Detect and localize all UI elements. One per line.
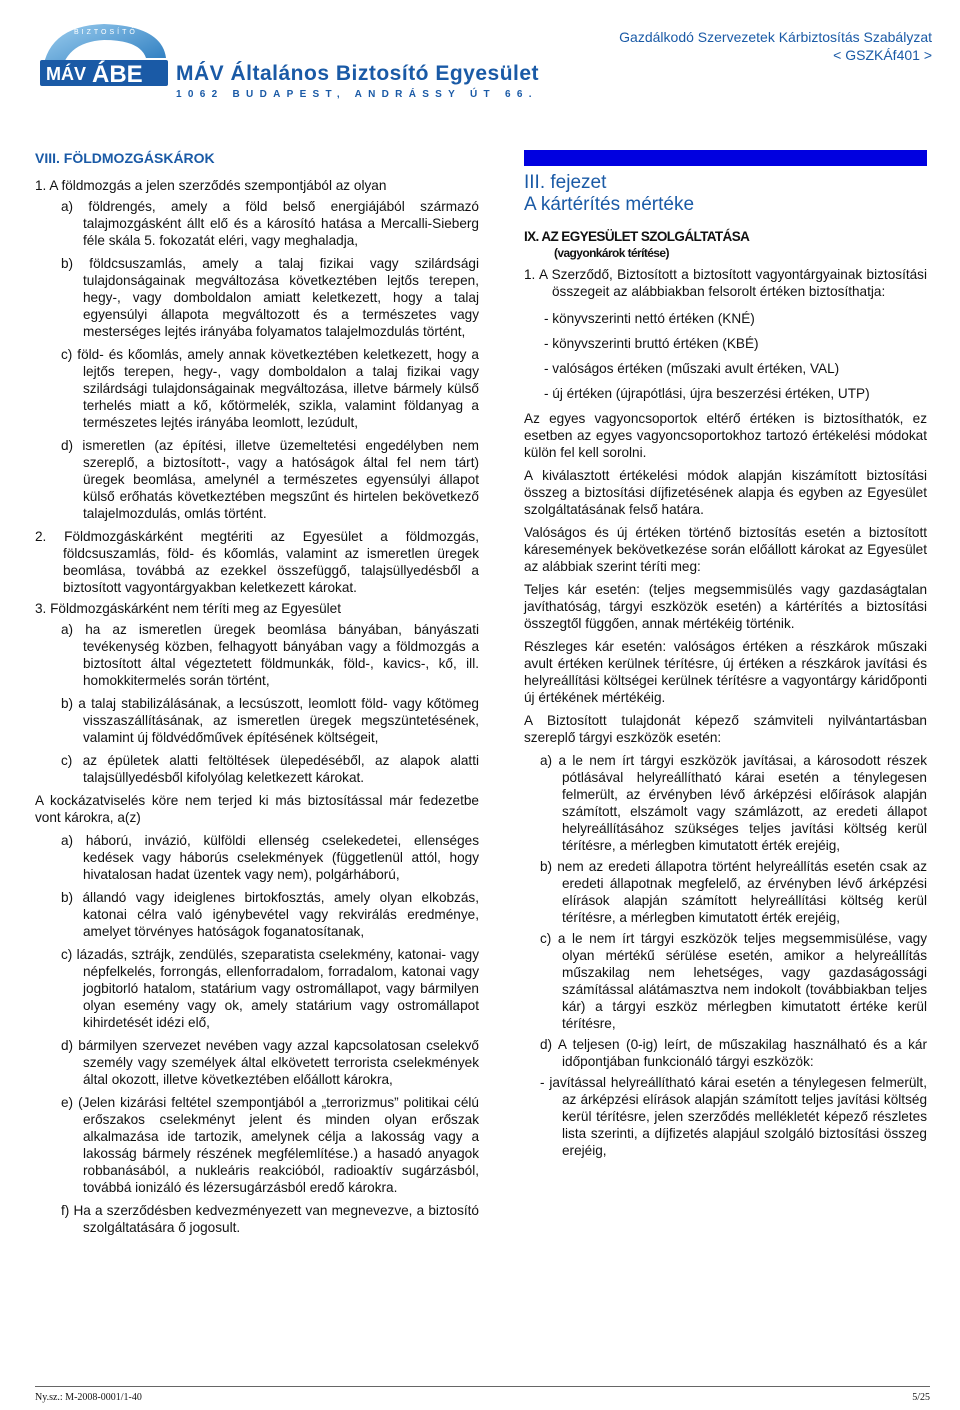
item-4b: b) állandó vagy ideiglenes birtokfosztás, amely olyan elkobzás, katonai célra való igénybevétel vagy rekvirálás eredménye, amelyet törvényes hatóságok foganatosítanak, (61, 890, 479, 939)
r-paragraph-6: Részleges kár esetén: valóságos értéken a részkárok műszaki avult értéken kerülnek térítésre, új értéken a részkárok javítási és helyreállítási költségei kerülnek térítésre a vagyontárgy káridőponti új értékének mértékéig. (524, 639, 927, 705)
r-item-dash: - javítással helyreállítható kárai esetén a ténylegesen felmerült, az árképzési elírások alapján számított teljes javítási költség kerül térítésre, jelen szerződés mellékletét képező részletes lista szerinti, a díjfizetés alapjául szolgáló biztosítási összeg erejéig, (540, 1075, 927, 1158)
item-3b: b) a talaj stabilizálásának, a lecsúszott, leomlott föld- vagy kőtömeg visszaszállításának, az ismeretlen üregek megszüntetésének, valamint új földvédőművek építésének költségeit, (61, 696, 479, 745)
logo-abe-text: ÁBE (92, 61, 143, 88)
item-1d: d) ismeretlen (az építési, illetve üzemeltetési engedélyben nem szereplő, a biztosított-, vagy a hatóságok által fel nem tárt) üregek beomlása, amelynél a természetes egyensúlyi állapot külső erőhatás következtében megszűnt és hirtelen bekövetkező talajelmozdulás, omlás történt. (61, 438, 479, 521)
r-paragraph-1: 1. A Szerződő, Biztosított a biztosított vagyontárgyainak biztosítási összegeit az alábbiakban felsorolt értéken biztosíthatja: (524, 267, 927, 299)
item-3a: a) ha az ismeretlen üregek beomlása bányában, bányászati tevékenység közben, felhagyott bányában vagy a földmozgás a biztosított által végeztetett földmunkák, föld-, kavics-, kő, ill. homokkitermelés során történt, (61, 622, 479, 688)
r-item-b: b) nem az eredeti állapotra történt helyreállítás esetén csak az eredeti állapotnak megfelelő, az érvényben lévő árképzési elírások alapján számított helyreállítási költség kerül térítésre, a mérlegben kimutatott érték erejéig, (540, 859, 927, 925)
logo-arc-text: BIZTOSÍTÓ (74, 29, 138, 36)
page-header (0, 0, 960, 110)
item-4c: c) lázadás, sztrájk, zendülés, szeparatista cselekmény, katonai- vagy népfelkelés, forrongás, ellenforradalom, forradalom, katonai vagy jogbitorló hatalom, statárium vagy ostromállapot, vagy bármilyen olyan esemény vagy ok, amely statárium vagy ostromállapot kihirdetését idézi elő, (61, 947, 479, 1030)
document-code: < GSZKÁf401 > (833, 47, 932, 63)
footer-rule (35, 1386, 930, 1387)
item-1c: c) föld- és kőomlás, amely annak következtében keletkezett, hogy a lejtős terepen, hegy-, vagy domboldalon a talaj fizikai vagy szilárdsági tulajdonságainak megváltozása, illetve bármely külső terhelés miatt a kő, kőtörmelék, szikla, valamint földanyag a természetes lejtés irányába leomlott, lezúdult, (61, 347, 479, 430)
item-3c: c) az épületek alatti feltöltések ülepedéséből, az alapok alatti talajsüllyedésből kifolyólag keletkezett károkat. (61, 753, 479, 785)
chapter-name: A kártérítés mértéke (524, 194, 695, 215)
paragraph-3: 3. Földmozgáskárként nem téríti meg az Egyesület (35, 601, 341, 616)
left-column (35, 150, 479, 1242)
r-item-a: a) a le nem írt tárgyi eszközök javításai, a károsodott részek pótlásával helyreállítható kárai esetén a ténylegesen felmerült, az érvényben lévő árképzési előírások alapján számított, elszámolt vagy számlázott, az eredeti állapot helyreállításához szükséges teljes javítási költség kerül térítésre, a mérlegben kimutatott érték erejéig, (540, 753, 927, 853)
item-4f: f) Ha a szerződésben kedvezményezett van megnevezve, a biztosító szolgáltatására ő jogosult. (61, 1203, 479, 1235)
organization-address: 1062 BUDAPEST, ANDRÁSSY ÚT 66. (176, 89, 538, 100)
r-paragraph-7: A Biztosított tulajdonát képező számviteli nyilvántartásban szereplő tárgyi eszközök esetén: (524, 713, 927, 745)
r-paragraph-2: Az egyes vagyoncsoportok eltérő értéken is biztosíthatók, ez esetben az egyes vagyoncsoportokhoz tartozó értékelési módokat külön fel kell sorolni. (524, 411, 927, 460)
r-item-d: d) A teljesen (0-ig) leírt, de műszakilag használható és a kár időpontjában funkcionáló tárgyi eszközök: (540, 1037, 927, 1069)
r-item-c: c) a le nem írt tárgyi eszközök teljes megsemmisülése, vagy olyan mértékű sérülése esetén, amikor a helyreállítás műszakilag nem lehetséges, vagy gazdaságossági számítással alátámasztva nem indokolt (továbbiakban teljes kár) a tárgyi eszköz mérlegben kimutatott értéke kerül térítésre, (540, 931, 927, 1031)
paragraph-4: A kockázatviselés köre nem terjed ki más biztosítással már fedezetbe vont károkra, a(z) (35, 793, 479, 825)
value-type-kbe: - könyvszerinti bruttó értéken (KBÉ) (544, 336, 759, 351)
r-paragraph-5: Teljes kár esetén: (teljes megsemmisülés vagy gazdaságtalan javíthatóság, tárgyi eszközök esetén) a kártérítés a biztosítási összegtől függően, annak mértékéig történik. (524, 582, 927, 631)
footer-page-number: 5/25 (912, 1392, 930, 1403)
item-1a: a) földrengés, amely a föld belső energiájából származó talajmozgásként állt elő és a károsító hatása a Mercalli-Sieberg féle skála 5. fokozatát eléri, vagy meghaladja, (61, 199, 479, 248)
section-title-ix-main: IX. AZ EGYESÜLET SZOLGÁLTATÁSA (524, 229, 750, 244)
value-type-utp: - új értéken (újrapótlási, újra beszerzési értéken, UTP) (544, 386, 870, 401)
section-title-viii: VIII. FÖLDMOZGÁSKÁROK (35, 150, 215, 166)
company-logo (34, 18, 174, 90)
logo-mav-text: MÁV (46, 64, 86, 84)
chapter-title (524, 172, 927, 216)
section-title-ix-sub: (vagyonkárok térítése) (554, 246, 669, 260)
paragraph-1: 1. A földmozgás a jelen szerződés szempontjából az olyan (35, 178, 387, 193)
r-paragraph-4: Valóságos és új értéken történő biztosítás esetén a biztosított káresemények bekövetkezése során előállott károkat az Egyesület az alábbiak szerint téríti meg: (524, 525, 927, 574)
paragraph-2: 2. Földmozgáskárként megtériti az Egyesület a földmozgás, földcsuszamlás, föld- és kőomlás, valamint az ismeretlen üregek beomlása, továbbá az ezekkel összefüggő, talajsüllyedésből a biztosított vagyontárgyakban keletkezett károkat. (35, 529, 479, 595)
value-type-val: - valóságos értéken (műszaki avult értéken, VAL) (544, 361, 840, 376)
section-title-ix (524, 228, 927, 262)
r-paragraph-3: A kiválasztott értékelési módok alapján kiszámított biztosítási összeg a biztosítási díjfizetésének alapja és egyben az Egyesület szolgáltatásának felső határa. (524, 468, 927, 517)
item-4a: a) háború, invázió, külföldi ellenség cselekedetei, ellenséges kedések vagy háborús cselekmények (függetlenül attól, hogy hivatalosan hadat üzentek vagy nem), polgárháború, (61, 833, 479, 882)
item-4d: d) bármilyen szervezet nevében vagy azzal kapcsolatosan cselekvő személy vagy személyek által elkövetett terrorista cselekmények által okozott, illetve következtében előállott károkra, (61, 1038, 479, 1087)
value-type-kne: - könyvszerinti nettó értéken (KNÉ) (544, 311, 755, 326)
chapter-number: III. fejezet (524, 172, 607, 193)
chapter-bar (524, 150, 927, 166)
item-1b: b) földcsuszamlás, amely a talaj fizikai vagy szilárdsági tulajdonságainak megváltozása következtében lejtős terepen, hegy-, vagy domboldalon amiatt keletkezett, hogy a talaj egyensúlyi állapota megváltozott és a természetes vagy mesterséges lejtés irányába folyamatos talajelmozdulás történt, (61, 256, 479, 339)
organization-name: MÁV Általános Biztosító Egyesület (176, 62, 540, 85)
item-4e: e) (Jelen kizárási feltétel szempontjából a „terrorizmus” politikai célú erőszakos cselekményt jelent és minden olyan erőszak alkalmazása ide tartozik, amelynek célja a lakosság vagy a lakosság bármely részének megfélemlítése.) a hasadó anyagok robbanásából, a nukleáris reakcióból, radioaktív sugárzásból, továbbá ionizáló és lézersugárzásból eredő károkra. (61, 1095, 479, 1195)
footer-doc-number: Ny.sz.: M-2008-0001/1-40 (35, 1392, 142, 1403)
document-title-line1: Gazdálkodó Szervezetek Kárbiztosítás Szabályzat (619, 29, 932, 45)
right-column (524, 150, 927, 1163)
document-title (619, 28, 932, 64)
